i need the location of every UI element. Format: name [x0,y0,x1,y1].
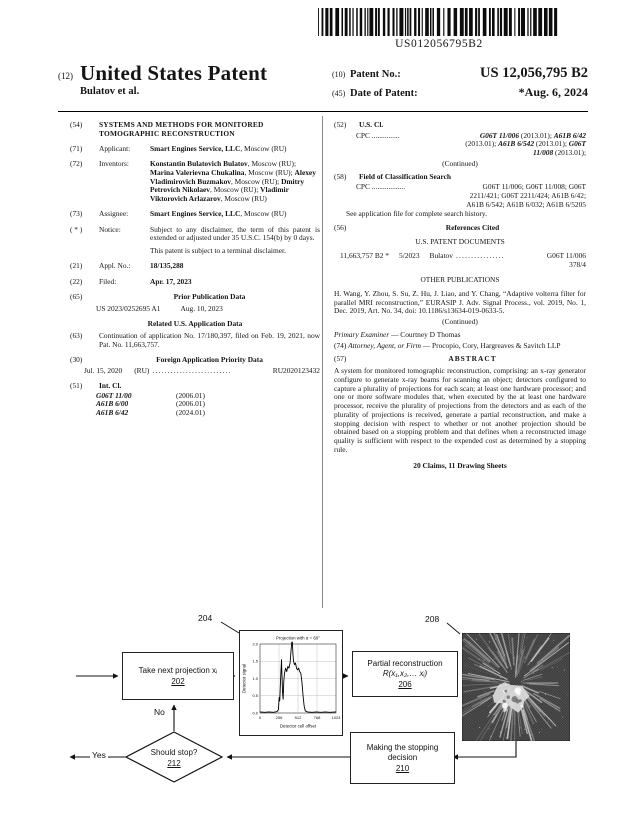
partial-reconstruction-image [462,633,570,741]
field-65-number: (65) [70,291,83,301]
foreign-priority-row [84,367,320,376]
barcode-number: US012056795B2 [395,38,483,50]
int-cl-year: (2006.01) [176,399,205,409]
field-52-number: (52) [334,120,347,129]
filed-label: Filed: [99,276,117,286]
svg-text:Projection with α = 60°: Projection with α = 60° [276,635,320,641]
svg-text:768: 768 [313,715,321,720]
field-63-continuation [70,332,320,349]
abstract-heading: ABSTRACT [448,354,497,364]
inventor-surname-line: Bulatov et al. [80,86,140,98]
cpc-line-3 [356,149,586,158]
field-54-number: (54) [70,120,83,129]
prior-publication-row [96,305,320,314]
field-56-number: (56) [334,223,347,233]
search-cpc-prefix: CPC .................. [356,182,406,192]
field-57-abstract [334,355,586,364]
other-publications-heading: OTHER PUBLICATIONS [420,275,500,285]
field-71-number: (71) [70,143,83,153]
int-cl-row [96,409,320,418]
notice-number: ( * ) [70,224,83,234]
field-63-number: (63) [70,330,83,340]
search-line-2: 2211/421; G06T 2211/424; A61B 6/42; [469,191,586,201]
prior-publication-number: US 2023/0252695 A1 [96,303,161,313]
claims-line: 20 Claims, 11 Drawing Sheets [413,460,507,470]
field-10-number: (10) [332,70,346,79]
cited-patent-number: 11,663,757 B2 * [340,250,389,260]
step-202-label: Take next projection xᵢ [138,665,218,675]
priority-date: Jul. 15, 2020 [84,365,123,375]
inventor-name: Alexey Vladimirovich Buzmakov [150,167,316,186]
field-search-label: Field of Classification Search [359,171,452,181]
priority-country: (RU) [134,365,150,375]
cpc-year: (2013.01); [519,130,554,140]
svg-text:2.0: 2.0 [252,641,258,647]
field-51-number: (51) [70,380,83,390]
cpc-code: 11/008 [533,148,554,158]
field-45-number: (45) [332,89,346,98]
projection-chart [240,631,342,735]
filed-value: Apr. 17, 2023 [150,276,192,286]
cpc-code: A61B 6/42 [553,130,586,140]
int-cl-row [96,392,320,401]
inventors-value [150,160,320,204]
date-of-patent-value: *Aug. 6, 2024 [518,85,588,99]
assignee-name: Smart Engines Service, LLC [150,209,241,219]
svg-text:1024: 1024 [331,715,341,720]
search-line-3: A61B 6/542; A61B 6/032; A61B 6/5205 [466,199,586,209]
field-30-foreign-priority [70,356,320,365]
applicant-label: Applicant: [99,143,131,153]
patent-header [58,62,588,103]
field-71-applicant [70,145,320,154]
no-branch-label: No [154,707,165,717]
field-21-appl-no [70,262,320,271]
field-54-title [70,121,320,138]
inventor-name: Konstantin Bulatovich Bulatov [150,159,248,169]
svg-text:256: 256 [275,715,283,720]
inventor-location: , Moscow (RU); [244,167,295,177]
notice-paragraph-1: Subject to any disclaimer, the term of this patent is extended or adjusted under 35 U.S.C. 154(b) by 0 days. [150,224,320,243]
svg-text:0: 0 [258,715,262,720]
attorney-label: Attorney, Agent, or Firm [348,340,421,350]
int-cl-code: G06T 11/00 [96,390,132,400]
assignee-location: , Moscow (RU) [240,209,287,219]
header-left [58,62,267,103]
column-divider [322,116,323,608]
inventor-name: Vladimir Viktorovich Arlazarov [150,185,289,204]
continuation-text: Continuation of application No. 17/180,397, filed on Feb. 19, 2021, now Pat. No. 11,663,757. [99,330,320,349]
field-72-number: (72) [70,159,83,169]
cpc-prefix: CPC ............... [356,130,400,140]
projection-chart-box [239,630,343,736]
cited-patent-subclass: 378/4 [569,259,586,269]
dot-leader: ................ [455,251,505,260]
search-codes: G06T 11/006; G06T 11/008; G06T [482,182,586,192]
svg-text:512: 512 [294,715,302,720]
inventor-location: , Moscow (RU); [247,159,296,169]
decision-text [130,748,218,768]
cited-patent-name: Bulatov [429,250,453,260]
inventors-label: Inventors: [99,159,129,169]
notice-value [150,226,320,256]
inventor-location: , Moscow (RU); [210,185,261,195]
step-210-label-line2: decision [387,752,418,762]
int-cl-code: A61B 6/42 [96,408,129,418]
ref-numeral-208: 208 [425,614,440,624]
appl-no-label: Appl. No.: [99,261,131,271]
inventor-name: Dmitry Petrovich Nikolaev [150,176,305,195]
int-cl-row [96,400,320,409]
step-206-number: 206 [398,679,412,689]
svg-text:1.5: 1.5 [252,658,258,664]
references-cited-heading: References Cited [445,223,500,233]
abstract-text: A system for monitored tomographic reconstruction, comprising: an x-ray generator configure to generate x-ray beams for scanning an object; detectors configured to capture a plurality of projections for each scan; at least one hardware processor; and one or more software modules that, when executed by the at least one hardware processor, receive the plurality of projections from the detectors and as each of the plurality of projections is received, generate a partial reconstruction, and make a stopping decision with respect to whether or not another projection should be obtained based on a stopping problem and that defines when a reconstructed image quality is sufficient with respect to the expended cost as determined by a stopping rule. [334,366,586,454]
other-publication-text: H. Wang, Y. Zhou, S. Su, Z. Hu, J. Liao, and Y. Chang, “Adaptive volterra filter for parallel MRI reconstruction,” EURASIP J. Adv. Signal Process., vol. 2019, No. 1, Dec. 2019, Art. No. 34, doi: 10.1186/s13634-019-0633-5. [334,289,586,316]
barcode-block [316,8,562,50]
field-51-int-cl [70,382,320,391]
svg-text:0.0: 0.0 [252,710,258,716]
field-21-number: (21) [70,261,83,271]
examiner-line [334,331,586,340]
field-58-number: (58) [334,171,347,181]
page-title: United States Patent [80,61,268,85]
svg-text:0.5: 0.5 [252,693,258,699]
svg-text:1.0: 1.0 [252,675,258,681]
step-206-label: Partial reconstruction [367,658,443,668]
field-30-number: (30) [70,354,83,364]
cpc-code: A61B 6/542 [498,139,535,149]
date-of-patent-label: Date of Patent: [350,88,418,99]
patent-no-label: Patent No.: [350,69,401,80]
priority-number: RU2020123432 [272,365,320,375]
cpc-code: G06T 11/006 [479,130,520,140]
cpc-block [356,132,586,158]
int-cl-year: (2006.01) [176,390,205,400]
foreign-priority-heading: Foreign Application Priority Data [156,354,263,364]
step-210-label-line1: Making the stopping [366,742,439,752]
us-patent-documents-heading: U.S. PATENT DOCUMENTS [415,237,505,247]
field-search-block [356,183,586,209]
yes-branch-label: Yes [92,750,106,760]
continued-note: (Continued) [442,317,478,327]
field-52-us-cl [334,121,586,130]
header-divider [58,111,588,112]
step-206-formula: R(x₁,x₂,… xᵢ) [382,668,428,678]
cpc-code: G06T [568,139,586,149]
attorney-line [334,342,586,351]
cpc-year: (2013.01); [534,139,569,149]
field-22-filed [70,278,320,287]
continued-note: (Continued) [442,158,478,168]
inventor-location: , Moscow (RU); [230,176,282,186]
field-58-classification-search [334,173,586,182]
right-column [334,121,586,470]
decision-number: 212 [167,758,181,768]
notice-label: Notice: [99,224,121,234]
us-cl-label: U.S. Cl. [359,120,384,129]
cpc-year: (2013.01); [553,148,586,158]
related-app-heading: Related U.S. Application Data [147,318,243,328]
notice-paragraph-2: This patent is subject to a terminal disclaimer. [150,246,286,256]
header-right [332,62,588,103]
inventor-name: Marina Valerievna Chukalina [150,167,245,177]
barcode-image [316,8,562,38]
step-box-206 [352,651,458,697]
step-210-number: 210 [395,763,410,773]
assignee-label: Assignee: [99,209,129,219]
int-cl-code: A61B 6/00 [96,399,129,409]
appl-no-value: 18/135,288 [150,261,184,271]
prior-publication-date: Aug. 10, 2023 [180,303,223,313]
drawing-figure [0,610,644,840]
field-73-number: (73) [70,209,83,219]
field-57-number: (57) [334,354,347,364]
decision-question: Should stop? [150,748,198,757]
applicant-value [150,145,320,154]
svg-text:Detector cell offset: Detector cell offset [279,723,317,729]
invention-title: SYSTEMS AND METHODS FOR MONITORED TOMOGRAPHIC RECONSTRUCTION [99,120,264,138]
left-column [70,121,320,418]
step-box-210 [350,732,455,784]
field-65-prior-pub [70,293,320,302]
field-56-references [334,224,586,233]
applicant-name: Smart Engines Service, LLC [150,143,241,153]
applicant-location: , Moscow (RU) [240,143,287,153]
dot-leader: .......................... [152,366,232,375]
field-74-number: (74) [334,340,349,350]
cited-patent-class: G06T 11/006 [546,250,586,260]
search-history-note: See application file for complete search history. [346,208,487,218]
step-box-202 [122,652,234,700]
cpc-year: (2013.01); [465,139,499,149]
field-notice [70,226,320,256]
assignee-value [150,210,320,219]
step-202-number: 202 [171,676,185,686]
primary-examiner-name: — Courtney D Thomas [389,329,461,339]
field-72-inventors [70,160,320,204]
cited-patent-date: 5/2023 [399,250,420,260]
int-cl-label: Int. Cl. [99,380,122,390]
ref-numeral-204: 204 [198,613,213,623]
field-73-assignee [70,210,320,219]
int-cl-year: (2024.01) [176,408,205,418]
attorney-name: — Procopio, Cory, Hargreaves & Savitch LLP [420,340,561,350]
inventor-location: , Moscow (RU) [220,194,267,204]
primary-examiner-label: Primary Examiner [334,329,390,339]
patent-no-value: US 12,056,795 B2 [480,65,588,81]
prior-publication-heading: Prior Publication Data [173,291,246,301]
kind-code-number: (12) [58,71,73,81]
patent-document-row [340,252,586,261]
field-22-number: (22) [70,276,83,286]
svg-text:Detector signal: Detector signal [241,663,247,694]
